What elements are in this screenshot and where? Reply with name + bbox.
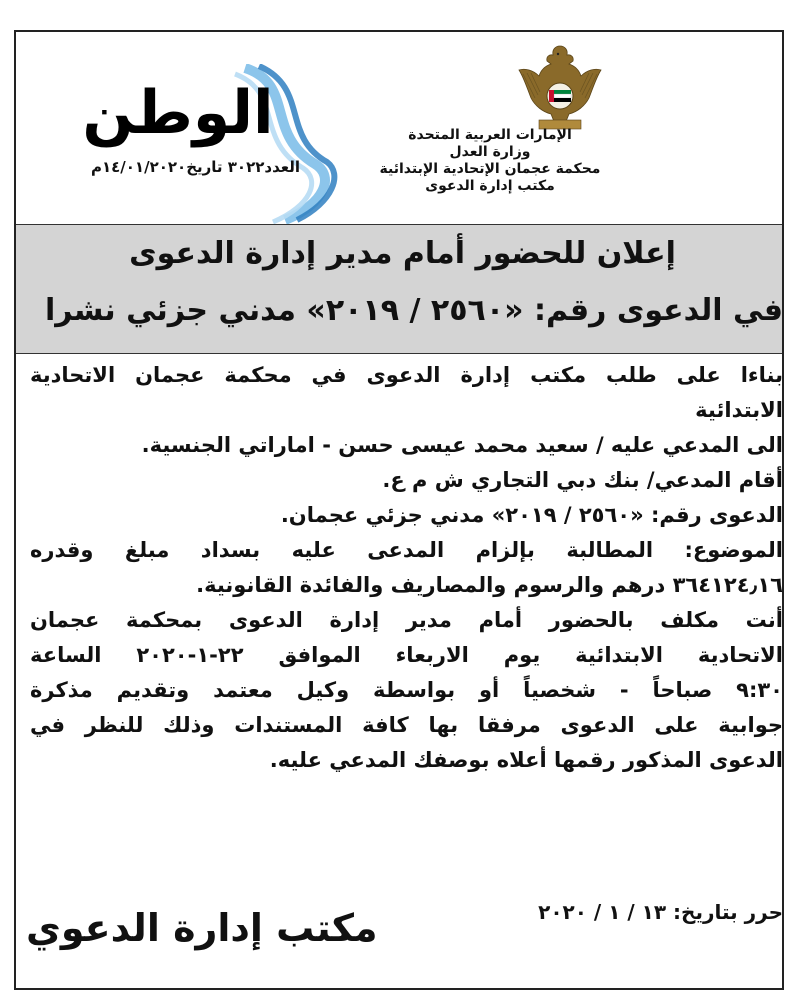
body-line: الابتدائية <box>695 398 783 422</box>
body-line: أقام المدعي/ بنك دبي التجاري ش م ع. <box>382 468 783 492</box>
body-line: الدعوى المذكور رقمها أعلاه بوصفك المدعي عليه. <box>269 748 783 772</box>
body-line: الدعوى رقم: «٢٥٦٠ / ٢٠١٩» مدني جزئي عجمان. <box>280 503 783 527</box>
notice-body <box>30 358 783 778</box>
case-number-title: في الدعوى رقم: «٢٥٦٠ / ٢٠١٩» مدني جزئي نشرا <box>44 293 783 328</box>
notice-footer <box>22 900 783 960</box>
body-line: الموضوع: المطالبة بإلزام المدعى عليه بسداد مبلغ وقدره <box>30 538 783 562</box>
body-line: الى المدعي عليه / سعيد محمد عيسى حسن - اماراتي الجنسية. <box>141 433 783 457</box>
issue-number-date: العدد٣٠٢٢ تاريخ١٤/٠١/٢٠٢٠م <box>90 158 300 176</box>
body-line: ٣٦٤١٢٤٫١٦ درهم والرسوم والمصاريف والفائدة القانونية. <box>196 573 783 597</box>
office-name: مكتب إدارة الدعوى <box>425 178 555 194</box>
court-name: محكمة عجمان الإتحادية الإبتدائية <box>379 161 601 177</box>
body-line: بناءا على طلب مكتب إدارة الدعوى في محكمة عجمان الاتحادية <box>30 363 783 387</box>
signature-office: مكتب إدارة الدعوي <box>26 906 378 950</box>
notice-title: إعلان للحضور أمام مدير إدارة الدعوى <box>129 236 676 271</box>
body-line: جوابية على الدعوى مرفقا بها كافة المستندات وذلك للنظر في <box>30 713 783 737</box>
body-line: الاتحادية الابتدائية يوم الاربعاء الموافق ٢٢-١-٢٠٢٠ الساعة <box>30 643 783 667</box>
body-line: أنت مكلف بالحضور أمام مدير إدارة الدعوى بمحكمة عجمان <box>30 608 783 632</box>
written-date: حرر بتاريخ: ١٣ / ١ / ٢٠٢٠ <box>538 900 783 924</box>
uae-emblem-icon <box>515 40 605 136</box>
country-name: الإمارات العربية المتحدة <box>408 127 572 143</box>
body-line: ٩:٣٠ صباحاً - شخصياً أو بواسطة وكيل معتمد وتقديم مذكرة <box>30 678 783 702</box>
newspaper-name: الوطن <box>82 78 274 148</box>
ministry-name: وزارة العدل <box>449 144 531 160</box>
issuing-authority <box>325 127 655 195</box>
